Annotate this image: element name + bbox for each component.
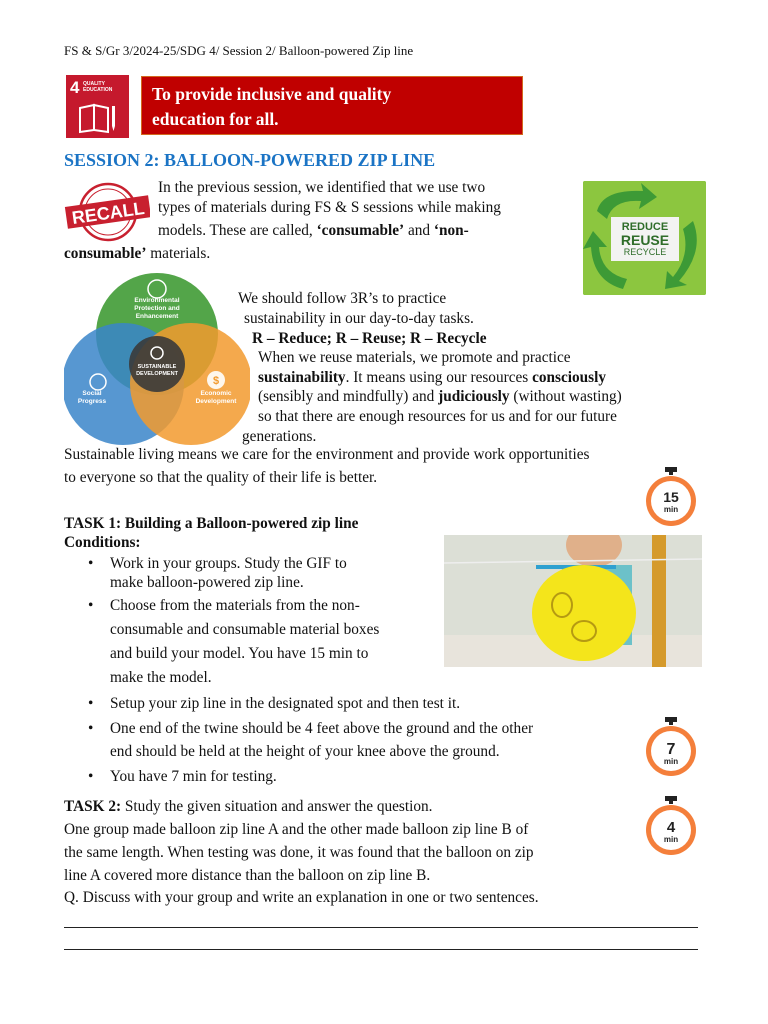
venn-label-social: Social Progress	[77, 390, 107, 405]
balloon-photo-illustration	[444, 535, 702, 667]
three-r-list: R – Reduce; R – Reuse; R – Recycle	[252, 330, 487, 347]
reduce-reuse-recycle-image	[583, 181, 706, 295]
svg-text:min: min	[663, 835, 679, 844]
svg-text:4: 4	[666, 819, 676, 836]
three-r-line-8: generations.	[242, 428, 317, 445]
timer-15-min-icon	[640, 466, 702, 528]
answer-line-1[interactable]	[64, 927, 698, 928]
svg-text:15: 15	[663, 489, 679, 505]
task2-line-1: One group made balloon zip line A and the other made balloon zip line B of	[64, 821, 529, 838]
intro-line-3: models. These are called, ‘consumable’ and ‘non-	[158, 222, 469, 239]
three-r-line-7: so that there are enough resources for us and for our future	[258, 408, 617, 425]
task1-title: TASK 1: Building a Balloon-powered zip line	[64, 515, 359, 532]
book-pencil-icon	[78, 102, 118, 134]
intro-line-4: consumable’ materials.	[64, 245, 211, 262]
three-r-line-1: We should follow 3R’s to practice	[238, 290, 447, 307]
svg-text:RECALL: RECALL	[70, 198, 146, 228]
recall-stamp	[64, 181, 150, 243]
three-r-line-2: sustainability in our day-to-day tasks.	[244, 310, 474, 327]
sustainable-living-line-2: to everyone so that the quality of their life is better.	[64, 469, 378, 486]
reduce-word: REDUCE	[621, 221, 669, 233]
goal-banner: To provide inclusive and quality education for all.	[141, 76, 523, 135]
three-r-line-6: (sensibly and mindfully) and judiciously (without wasting)	[258, 388, 622, 405]
timer-4-min-icon	[640, 795, 702, 857]
list-item: • Setup your zip line in the designated spot and then test it.	[64, 692, 694, 715]
svg-text:7: 7	[666, 741, 676, 758]
list-item: • One end of the twine should be 4 feet above the ground and the other end should be held at the height of your knee above the ground.	[64, 717, 694, 763]
list-item: • You have 7 min for testing.	[64, 765, 694, 788]
intro-line-2: types of materials during FS & S sessions while making	[158, 199, 501, 216]
session-title: SESSION 2: BALLOON-POWERED ZIP LINE	[64, 150, 436, 170]
sustainable-living-line-1: Sustainable living means we care for the environment and provide work opportunities	[64, 446, 590, 463]
sdg-label: QUALITY EDUCATION	[83, 81, 113, 93]
answer-line-2[interactable]	[64, 949, 698, 950]
list-item: • Choose from the materials from the non- consumable and consumable material boxes and build your model. You have 15 min to make the model.	[64, 594, 694, 690]
venn-label-center: SUSTAINABLE DEVELOPMENT	[136, 364, 178, 377]
balloon-zipline-photo	[444, 535, 702, 667]
task2-heading: TASK 2: Study the given situation and answer the question.	[64, 798, 433, 815]
document-header: FS & S/Gr 3/2024-25/SDG 4/ Session 2/ Balloon-powered Zip line	[64, 43, 414, 58]
svg-text:min: min	[663, 505, 679, 514]
task1-conditions: Conditions:	[64, 534, 141, 551]
venn-label-economic: Economic Development	[195, 390, 237, 405]
task2-question: Q. Discuss with your group and write an explanation in one or two sentences.	[64, 889, 539, 906]
three-r-line-5: sustainability. It means using our resources consciously	[258, 369, 607, 386]
list-item: • Work in your groups. Study the GIF to make balloon-powered zip line.	[64, 554, 694, 592]
intro-line-1: In the previous session, we identified that we use two	[158, 179, 486, 196]
sdg4-logo	[66, 75, 129, 138]
recycle-word: RECYCLE	[623, 247, 667, 257]
three-r-line-4: When we reuse materials, we promote and practice	[258, 349, 571, 366]
svg-text:min: min	[663, 757, 679, 766]
reuse-word: REUSE	[620, 232, 670, 248]
task2-line-3: line A covered more distance than the balloon on zip line B.	[64, 867, 431, 884]
task2-line-2: the same length. When testing was done, it was found that the balloon on zip	[64, 844, 534, 861]
venn-label-environment: Environmental Protection and Enhancement	[134, 297, 180, 320]
sdg-number: 4	[70, 78, 80, 97]
svg-text:$: $	[212, 375, 220, 387]
